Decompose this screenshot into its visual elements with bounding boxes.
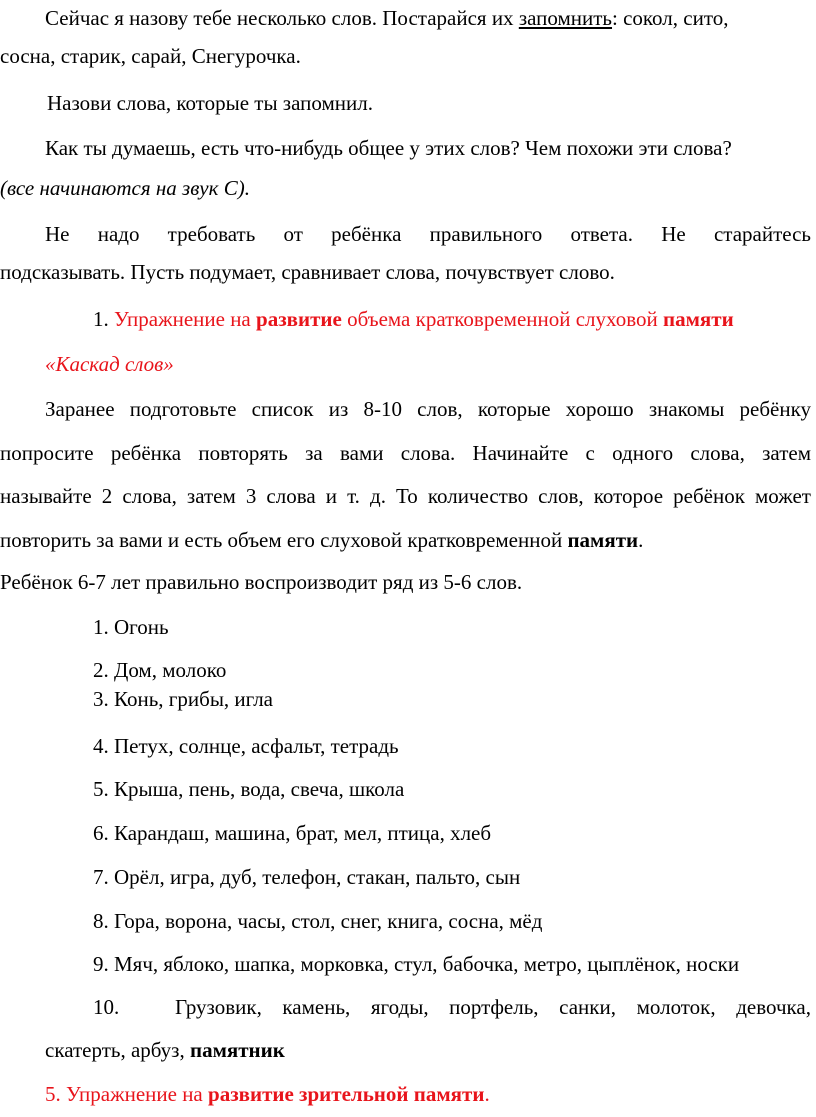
- memorize-link[interactable]: запомнить: [518, 6, 613, 30]
- list-item: 6. Карандаш, машина, брат, мел, птица, хлеб: [93, 821, 492, 845]
- exercise-1-heading: 1. Упражнение на развитие объема кратковременной слуховой памяти: [93, 307, 734, 331]
- description-line-1: Заранее подготовьте список из 8-10 слов, которые хорошо знакомы ребёнку: [45, 397, 811, 421]
- recall-prompt: Назови слова, которые ты запомнил.: [47, 91, 373, 115]
- list-item: 4. Петух, солнце, асфальт, тетрадь: [93, 734, 399, 758]
- description-line-4: повторить за вами и есть объем его слуховой кратковременной памяти.: [0, 528, 644, 552]
- list-item: 9. Мяч, яблоко, шапка, морковка, стул, бабочка, метро, цыплёнок, носки: [93, 952, 740, 976]
- exercise-5-heading: 5. Упражнение на развитие зрительной памяти.: [45, 1082, 490, 1106]
- list-item: 7. Орёл, игра, дуб, телефон, стакан, пальто, сын: [93, 865, 521, 889]
- description-line-3: называйте 2 слова, затем 3 слова и т. д. То количество слов, которое ребёнок может: [0, 484, 811, 508]
- list-item: 2. Дом, молоко: [93, 658, 227, 682]
- exercise-1-subtitle: «Каскад слов»: [45, 352, 174, 376]
- list-item: 5. Крыша, пень, вода, свеча, школа: [93, 777, 405, 801]
- list-item: 1. Огонь: [93, 615, 169, 639]
- description-line-2: попросите ребёнка повторять за вами слова. Начинайте с одного слова, затем: [0, 441, 811, 465]
- question-line: Как ты думаешь, есть что-нибудь общее у этих слов? Чем похожи эти слова?: [45, 136, 732, 160]
- list-item-10-line-2: скатерть, арбуз, памятник: [45, 1038, 285, 1062]
- intro-paragraph-line-1: Сейчас я назову тебе несколько слов. Постарайся их запомнить: сокол, сито,: [45, 6, 729, 30]
- list-item: 3. Конь, грибы, игла: [93, 687, 274, 711]
- advice-line-1: Не надо требовать от ребёнка правильного ответа. Не старайтесь: [45, 222, 811, 246]
- question-hint: (все начинаются на звук С).: [0, 176, 250, 200]
- advice-line-2: подсказывать. Пусть подумает, сравнивает слова, почувствует слово.: [0, 260, 615, 284]
- list-item-10-line-1: Грузовик, камень, ягоды, портфель, санки, молоток, девочка,: [175, 995, 811, 1019]
- list-item: 8. Гора, ворона, часы, стол, снег, книга, сосна, мёд: [93, 909, 543, 933]
- intro-paragraph-line-2: сосна, старик, сарай, Снегурочка.: [0, 44, 301, 68]
- exercise-1-number: 1.: [93, 307, 109, 331]
- list-item-10-number: 10.: [93, 995, 120, 1019]
- age-norm: Ребёнок 6-7 лет правильно воспроизводит ряд из 5-6 слов.: [0, 570, 523, 594]
